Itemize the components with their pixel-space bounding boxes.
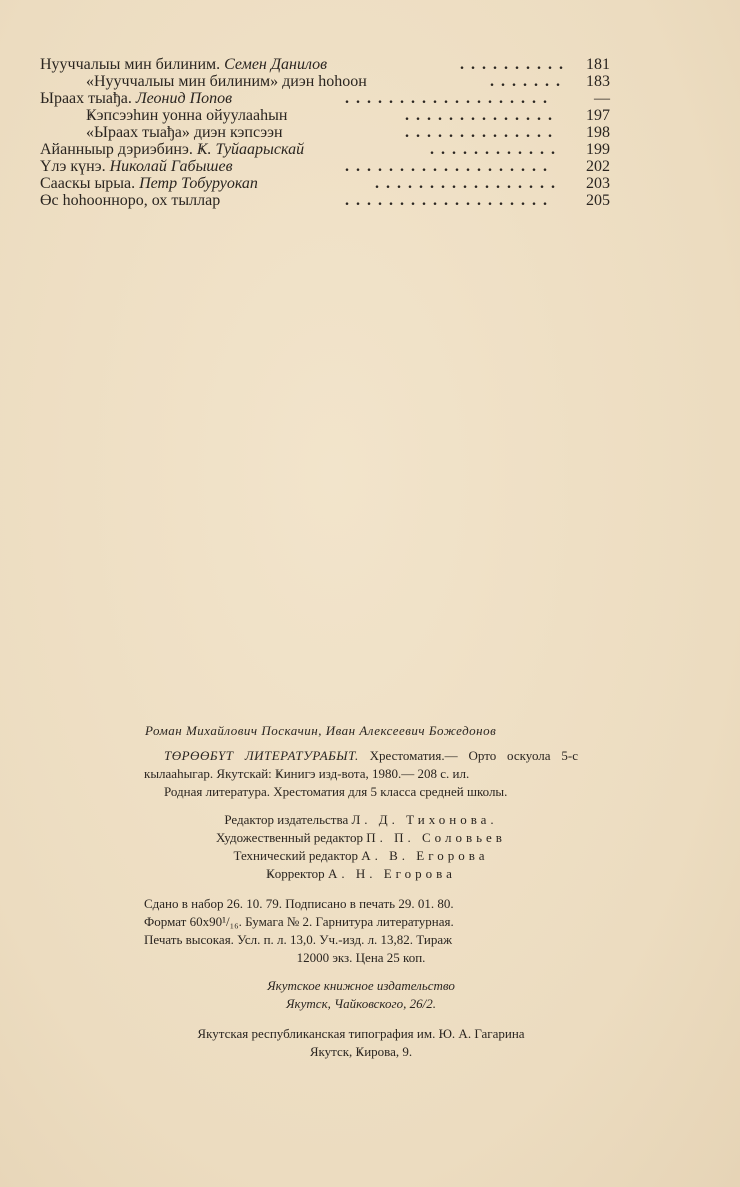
book-title: ТӨРӨӨБҮТ ЛИТЕРАТУРАБЫТ. xyxy=(164,748,359,763)
imprint-block xyxy=(144,722,578,1061)
credit-line xyxy=(144,865,578,883)
credit-name: Л. Д. Тихонова. xyxy=(351,812,498,827)
credit-role: Художественный редактор xyxy=(216,830,363,845)
toc-entry xyxy=(40,90,232,107)
toc-row xyxy=(40,158,615,175)
toc-page-number: 199 xyxy=(586,141,610,158)
printer-address: Якутск, Ҝирова, 9. xyxy=(309,1044,413,1059)
toc-page-number: 198 xyxy=(586,124,610,141)
toc-dot-leader: ................. xyxy=(375,175,562,192)
toc-title: Ҝэпсээһин уонна ойуулааһын xyxy=(86,107,288,124)
credit-name: А. Н. Егорова xyxy=(327,866,456,881)
bibliographic-description xyxy=(144,747,578,783)
toc-page-number: 203 xyxy=(586,175,610,192)
toc-entry xyxy=(40,192,220,209)
toc-row xyxy=(40,192,615,209)
toc-entry xyxy=(40,141,304,158)
toc-author: Семен Данилов xyxy=(224,56,328,73)
toc-dot-leader: ....... xyxy=(490,73,567,90)
toc-row xyxy=(40,124,615,141)
toc-author: Леонид Попов xyxy=(135,90,233,107)
print-data xyxy=(144,895,578,967)
toc-author: Петр Тобуруокап xyxy=(139,175,258,192)
toc-page-number: 202 xyxy=(586,158,610,175)
toc-dot-leader: ................... xyxy=(345,158,554,175)
toc-page-number: 197 xyxy=(586,107,610,124)
publisher xyxy=(144,977,578,1013)
publisher-address: Якутск, Чайковского, 26/2. xyxy=(286,996,436,1011)
toc-page-number: 181 xyxy=(586,56,610,73)
toc-dot-leader: ................... xyxy=(345,192,554,209)
credit-role: Ҝорректор xyxy=(266,866,325,881)
credit-line xyxy=(144,847,578,865)
toc-row xyxy=(40,107,615,124)
toc-entry xyxy=(40,56,327,73)
print-data-line: Сдано в набор 26. 10. 79. Подписано в печать 29. 01. 80. xyxy=(144,896,454,911)
toc-page-number: 183 xyxy=(586,73,610,90)
toc-title: «Нууччалыы мин билиним» диэн һоһоон xyxy=(86,73,367,90)
toc-title: Сааскы ырыа. xyxy=(40,175,136,192)
printer xyxy=(144,1025,578,1061)
toc-entry xyxy=(40,124,283,141)
credit-role: Редактор издательства xyxy=(224,812,349,827)
credit-name: А. В. Егорова xyxy=(361,848,489,863)
toc-row xyxy=(40,175,615,192)
credit-role: Технический редактор xyxy=(233,848,358,863)
credit-name: П. П. Соловьев xyxy=(366,830,506,845)
toc-dot-leader: ............ xyxy=(430,141,562,158)
publisher-name: Якутское книжное издательство xyxy=(267,978,455,993)
print-data-line: Формат 60х90¹/₁₆. Бумага № 2. Гарнитура литературная. xyxy=(144,914,454,929)
toc-row xyxy=(40,90,615,107)
table-of-contents xyxy=(40,56,615,209)
credit-line xyxy=(144,829,578,847)
toc-page-number: 205 xyxy=(586,192,610,209)
credit-line xyxy=(144,811,578,829)
book-description: Хрестоматия.— Орто оскуола 5-с кылааһыгар. Якутскай: Ҝинигэ изд-вота, 1980.— 208 с. ил. xyxy=(144,748,578,781)
subject-line: Родная литература. Хрестоматия для 5 класса средней школы. xyxy=(164,784,508,799)
toc-dot-leader: ................... xyxy=(345,90,554,107)
print-data-line: Печать высокая. Усл. п. л. 13,0. Уч.-изд. л. 13,82. Тираж xyxy=(144,932,453,947)
toc-title: Айанныыр дэриэбинэ. xyxy=(40,141,193,158)
toc-title: Ыраах тыађа. xyxy=(40,90,132,107)
printer-name: Якутская республиканская типография им. Ю. А. Гагарина xyxy=(197,1026,525,1041)
toc-title: Үлэ күнэ. xyxy=(40,158,106,175)
toc-row xyxy=(40,141,615,158)
toc-page-number: — xyxy=(594,90,610,107)
toc-row xyxy=(40,56,615,73)
toc-entry xyxy=(40,107,287,124)
toc-dot-leader: .......... xyxy=(460,56,570,73)
toc-title: Нууччалыы мин билиним. xyxy=(40,56,221,73)
toc-author: Ҝ. Туйаарыскай xyxy=(196,141,305,158)
toc-dot-leader: .............. xyxy=(405,107,559,124)
toc-dot-leader: .............. xyxy=(405,124,559,141)
imprint-authors: Роман Михайлович Поскачин, Иван Алексеевич Божедонов xyxy=(145,723,497,738)
toc-title: Өс һоһооннoро, ох тыллар xyxy=(40,192,221,209)
toc-entry xyxy=(40,73,367,90)
credits xyxy=(144,811,578,883)
toc-entry xyxy=(40,158,233,175)
toc-author: Николай Габышев xyxy=(109,158,233,175)
toc-row xyxy=(40,73,615,90)
print-data-line: 12000 экз. Цена 25 коп. xyxy=(296,950,426,965)
toc-entry xyxy=(40,175,258,192)
toc-title: «Ыраах тыађа» диэн кэпсээн xyxy=(86,124,283,141)
